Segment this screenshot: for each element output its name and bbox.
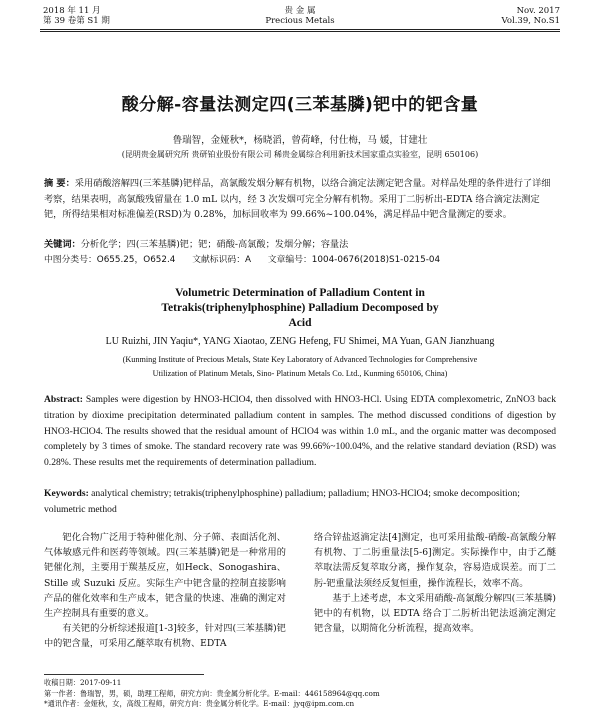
intro-paragraph-2: 有关钯的分析综述报道[1-3]较多，针对四(三苯基膦)钯中的钯含量，可采用乙醚萃取有机物、EDTA bbox=[44, 623, 286, 650]
abstract-cn-label: 摘 要： bbox=[44, 178, 75, 189]
abstract-cn bbox=[44, 176, 556, 223]
intro-paragraph-1: 钯化合物广泛用于特种催化剂、分子筛、表面活化剂、气体敏感元件和医药等领域。四(三苯基膦)钯是一种常用的钯催化剂，主要用于羰基反应，如Heck、Sonogashira、Stille 或 Suzuki 反应。实际生产中钯含量的控制直接影响产品的催化效率和生产成本，钯含量的快速、准确的测定对生产控制具有重要的意义。 bbox=[44, 532, 286, 620]
article-number: 文章编号：1004-0676(2018)S1-0215-04 bbox=[267, 255, 441, 265]
journal-date-volume-en bbox=[502, 6, 560, 26]
abstract-cn-text: 采用硝酸溶解四(三苯基膦)钯样品，高氯酸发烟分解有机物，以络合滴定法测定钯含量。对样品处理的条件进行了详细考察，结果表明，高氯酸残留量在 1.0 mL 以内，经 3 次发烟可完全分解有机物。采用丁二肟析出-EDTA 络合滴定法测定钯，所得结果相对标准偏差(RSD)为 0.28%，加标回收率为 99.66%~100.04%，满足样品中钯含量测定的要求。 bbox=[44, 178, 551, 220]
received-date: 收稿日期：2017-09-11 bbox=[44, 678, 122, 687]
footnote bbox=[44, 678, 556, 710]
issue-date: 2018 年 11 月 bbox=[43, 6, 101, 16]
volume-issue-en: Vol.39, No.S1 bbox=[501, 16, 560, 26]
abstract-en-label: Abstract: bbox=[44, 394, 83, 405]
intro-paragraph-3: 基于上述考虑，本文采用硝酸-高氯酸分解四(三苯基膦)钯中的有机物，以 EDTA 络合丁二肟析出钯法返滴定测定钯含量，以期简化分析流程，提高效率。 bbox=[314, 592, 556, 635]
journal-name-cn: 贵 金 属 bbox=[284, 6, 316, 16]
affiliation-en-line1: (Kunming Institute of Precious Metals, State Key Laboratory of Advanced Technologies for Comprehensive bbox=[122, 355, 478, 364]
first-author-note: 第一作者：鲁瑞智，男，硕，助理工程师，研究方向：贵金属分析化学。E-mail：446158964@qq.com bbox=[44, 688, 380, 698]
paper-title-cn: 酸分解-容量法测定四(三苯基膦)钯中的钯含量 bbox=[121, 95, 479, 115]
affiliation-cn: (昆明贵金属研究所 贵研铂业股份有限公司 稀贵金属综合利用新技术国家重点实验室，昆明 650106) bbox=[121, 150, 479, 159]
volume-issue-cn: 第 39 卷第 S1 期 bbox=[43, 16, 110, 26]
body-column-left bbox=[44, 530, 286, 652]
footnote-rule bbox=[44, 674, 204, 675]
keywords-cn-text: 分析化学；四(三苯基膦)钯；钯；硝酸-高氯酸；发烟分解；容量法 bbox=[80, 239, 349, 250]
document-code: 文献标识码：A bbox=[192, 255, 252, 265]
issue-date-en: Nov. 2017 bbox=[516, 6, 560, 16]
journal-name-en: Precious Metals bbox=[265, 16, 335, 26]
keywords-en-label: Keywords: bbox=[44, 488, 89, 499]
keywords-en bbox=[44, 486, 556, 518]
header-rule-thin bbox=[40, 31, 560, 32]
classification-line bbox=[44, 253, 556, 269]
clc-number: 中图分类号：O655.25，O652.4 bbox=[44, 255, 176, 265]
affiliation-en-line2: Utilization of Platinum Metals, Sino- Platinum Metals Co. Ltd., Kunming 650106, China) bbox=[152, 369, 448, 378]
keywords-en-text: analytical chemistry; tetrakis(triphenylphosphine) palladium; palladium; HNO3-HClO4; smoke decomposition; volumetric method bbox=[44, 488, 520, 515]
header-rule bbox=[40, 29, 560, 30]
abstract-en-text: Samples were digestion by HNO3-HClO4, then dissolved with HNO3-HCl. Using EDTA complexometric, ZnNO3 back titration by dioxime precipitation determinated palladium content in samples. The method discussed conditions of digestion by HNO3-HClO4. The results showed that the residual amount of HClO4 was within 1.0 mL, and the organic matter was decomposed completely by 3 times of smoke. The standard recovery rate was 99.66%~100.04%, and the relative standard deviation (RSD) was 0.28%. These results met the requirements of determination palladium. bbox=[44, 394, 556, 469]
authors-en: LU Ruizhi, JIN Yaqiu*, YANG Xiaotao, ZENG Hefeng, FU Shimei, MA Yuan, GAN Jianzhuang bbox=[105, 336, 495, 347]
affiliation-en bbox=[0, 353, 600, 381]
corresponding-author-note: *通讯作者：金娅秋，女，高级工程师，研究方向：贵金属分析化学。E-mail：jyq@ipm.com.cn bbox=[44, 699, 355, 708]
intro-paragraph-2-cont: 络合锌盐返滴定法[4]测定，也可采用盐酸-硝酸-高氯酸分解有机物、丁二肟重量法[5-6]测定。实际操作中，由于乙醚萃取法需反复萃取分离，操作复杂，容易造成误差。而丁二肟-钯重量法须经反复恒重，操作流程长，效率不高。 bbox=[314, 532, 556, 589]
keywords-cn-label: 关键词： bbox=[44, 239, 81, 250]
paper-title-en: Volumetric Determination of Palladium Content in Tetrakis(triphenylphosphine) Palladium Decomposed by Acid bbox=[161, 287, 439, 329]
body-column-right bbox=[314, 530, 556, 636]
authors-cn: 鲁瑞智，金娅秋*，杨晓滔，曾荷峰，付仕梅，马 媛，甘建壮 bbox=[172, 135, 428, 146]
abstract-en bbox=[44, 392, 556, 471]
keywords-cn bbox=[44, 237, 556, 253]
